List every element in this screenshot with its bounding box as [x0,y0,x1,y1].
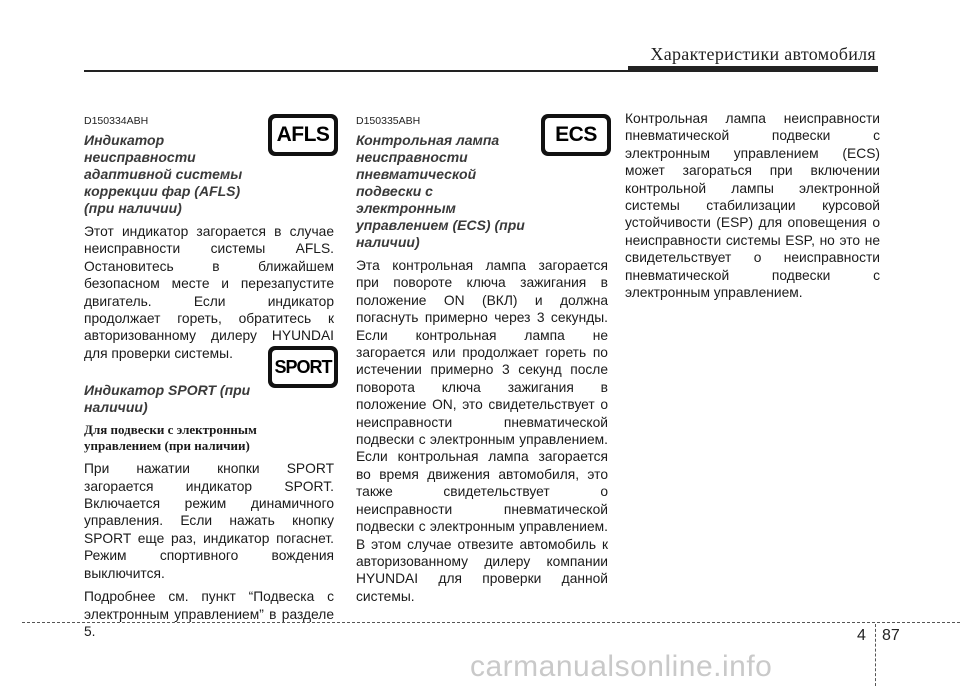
sport-section-title: Индикатор SPORT (при наличии) [84,382,251,416]
chapter-number: 4 [857,627,866,644]
column-right [625,110,880,301]
page-number: 87 [882,627,900,644]
header-bar [628,66,878,72]
sport-indicator-icon: SPORT [268,346,338,388]
sport-description: При нажатии кнопки SPORT загорается индикатор SPORT. Включается режим динамичного управления. Если нажать кнопку SPORT еще раз, индикатор погаснет. Режим спортивного вождения выключится. [84,461,334,581]
afls-indicator-icon: AFLS [268,114,338,156]
ecs-indicator-icon: ECS [541,114,611,156]
footer-divider [875,624,876,686]
section-code: D150335ABH [356,115,421,127]
section-code: D150334ABH [84,115,149,127]
ecs-description: Эта контрольная лампа загорается при повороте ключа зажигания в положение ON (ВКЛ) и должна погаснуть примерно через 3 секунды. Если контрольная лампа не загорается или продолжает гореть по истечении примерно 3 секунд после поворота ключа зажигания в положение ON, это свидетельствует о неисправности пневматической подвески с электронным управлением. Если контрольная лампа загорается во время движения автомобиля, это также свидетельствует о неисправности пневматической подвески с электронным управлением. В этом случае отвезите автомобиль к авторизованному дилеру компании HYUNDAI для проверки данной системы. [356,258,608,604]
ecs-section-title: Контрольная лампа неисправности пневматической подвески с электронным управлением (ECS) (при наличии) [356,132,525,250]
header-rule [84,70,628,72]
column-left [84,114,334,640]
sport-subheading: Для подвески с электронным управлением (при наличии) [84,422,257,454]
afls-description: Этот индикатор загорается в случае неисправности системы AFLS. Остановитесь в ближайшем безопасном месте и перезапустите двигатель. Если индикатор продолжает гореть, обратитесь к авторизованному дилеру HYUNDAI для проверки системы. [84,224,334,361]
afls-section-title: Индикатор неисправности адаптивной системы коррекции фар (AFLS) (при наличии) [84,132,243,216]
ecs-esp-note: Контрольная лампа неисправности пневматической подвески с электронным управлением (ECS) может загораться при включении контрольной лампы электронной системы стабилизации курсовой устойчивости (ESP) для оповещения о неисправности системы ESP, но это не свидетельствует о неисправности пневматической подвески с электронным управлением. [625,111,880,301]
footer-rule [22,622,960,623]
page-title: Характеристики автомобиля [650,44,876,64]
watermark: carmanualsonline.info [470,650,773,683]
sport-reference: Подробнее см. пункт “Подвеска с электронным управлением” в разделе 5. [84,589,334,639]
column-middle [356,114,608,605]
